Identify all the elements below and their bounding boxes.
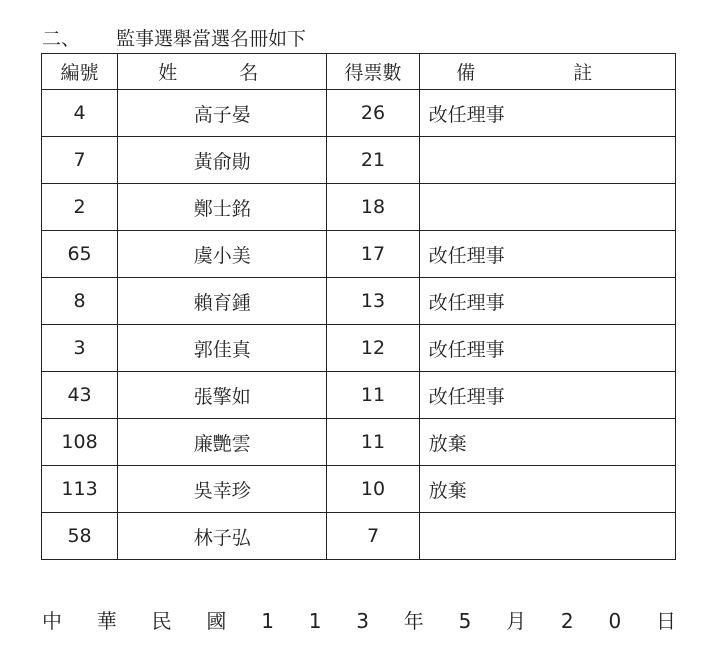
cell-note: 改任理事	[419, 278, 675, 325]
section-heading	[42, 26, 306, 52]
cell-votes: 7	[327, 513, 419, 560]
cell-name: 林子弘	[118, 513, 327, 560]
table-row	[42, 137, 676, 184]
cell-votes: 26	[327, 90, 419, 137]
date-char: 1	[308, 609, 322, 633]
cell-name: 賴育鍾	[118, 278, 327, 325]
header-votes: 得票數	[327, 54, 419, 90]
table-row	[42, 278, 676, 325]
cell-note	[419, 184, 675, 231]
table-row	[42, 372, 676, 419]
date-char: 國	[206, 609, 227, 633]
cell-number: 58	[42, 513, 118, 560]
header-name: 姓 名	[118, 54, 327, 90]
date-char: 華	[96, 609, 117, 633]
date-char: 年	[403, 609, 424, 633]
date-char: 民	[151, 609, 172, 633]
cell-number: 65	[42, 231, 118, 278]
cell-note	[419, 513, 675, 560]
section-title: 監事選舉當選名冊如下	[116, 28, 307, 50]
table-row	[42, 90, 676, 137]
date-char: 中	[42, 609, 62, 633]
cell-number: 43	[42, 372, 118, 419]
cell-number: 8	[42, 278, 118, 325]
cell-number: 3	[42, 325, 118, 372]
table-header-row	[42, 54, 676, 90]
table-row	[42, 184, 676, 231]
cell-votes: 12	[327, 325, 419, 372]
cell-number: 7	[42, 137, 118, 184]
cell-note: 改任理事	[419, 372, 675, 419]
cell-number: 113	[42, 466, 118, 513]
cell-name: 張擎如	[118, 372, 327, 419]
date-char: 月	[506, 609, 527, 633]
cell-votes: 18	[327, 184, 419, 231]
table-row	[42, 325, 676, 372]
date-char: 2	[560, 609, 574, 633]
cell-name: 郭佳真	[118, 325, 327, 372]
table-row	[42, 466, 676, 513]
cell-name: 高子晏	[118, 90, 327, 137]
header-number: 編號	[42, 54, 118, 90]
cell-votes: 17	[327, 231, 419, 278]
cell-note: 改任理事	[419, 231, 675, 278]
cell-note	[419, 137, 675, 184]
date-char: 日	[655, 609, 676, 633]
cell-name: 吳幸珍	[118, 466, 327, 513]
table-row	[42, 513, 676, 560]
section-number: 二、	[42, 28, 81, 50]
cell-votes: 10	[327, 466, 419, 513]
cell-note: 放棄	[419, 419, 675, 466]
date-char: 3	[356, 609, 369, 633]
cell-note: 放棄	[419, 466, 675, 513]
cell-number: 2	[42, 184, 118, 231]
cell-note: 改任理事	[419, 90, 675, 137]
cell-name: 虞小美	[118, 231, 327, 278]
date-char: 0	[608, 609, 622, 633]
date-char: 1	[261, 609, 274, 633]
cell-votes: 13	[327, 278, 419, 325]
table-body	[42, 90, 676, 560]
header-note: 備 註	[419, 54, 675, 90]
supervisor-roster-table	[41, 53, 676, 560]
table-row	[42, 231, 676, 278]
cell-votes: 11	[327, 419, 419, 466]
table-row	[42, 419, 676, 466]
cell-number: 4	[42, 90, 118, 137]
date-line	[42, 606, 676, 636]
cell-votes: 11	[327, 372, 419, 419]
cell-name: 鄭士銘	[118, 184, 327, 231]
date-char: 5	[458, 609, 472, 633]
cell-name: 廉艷雲	[118, 419, 327, 466]
cell-note: 改任理事	[419, 325, 675, 372]
cell-votes: 21	[327, 137, 419, 184]
cell-name: 黃俞勛	[118, 137, 327, 184]
cell-number: 108	[42, 419, 118, 466]
